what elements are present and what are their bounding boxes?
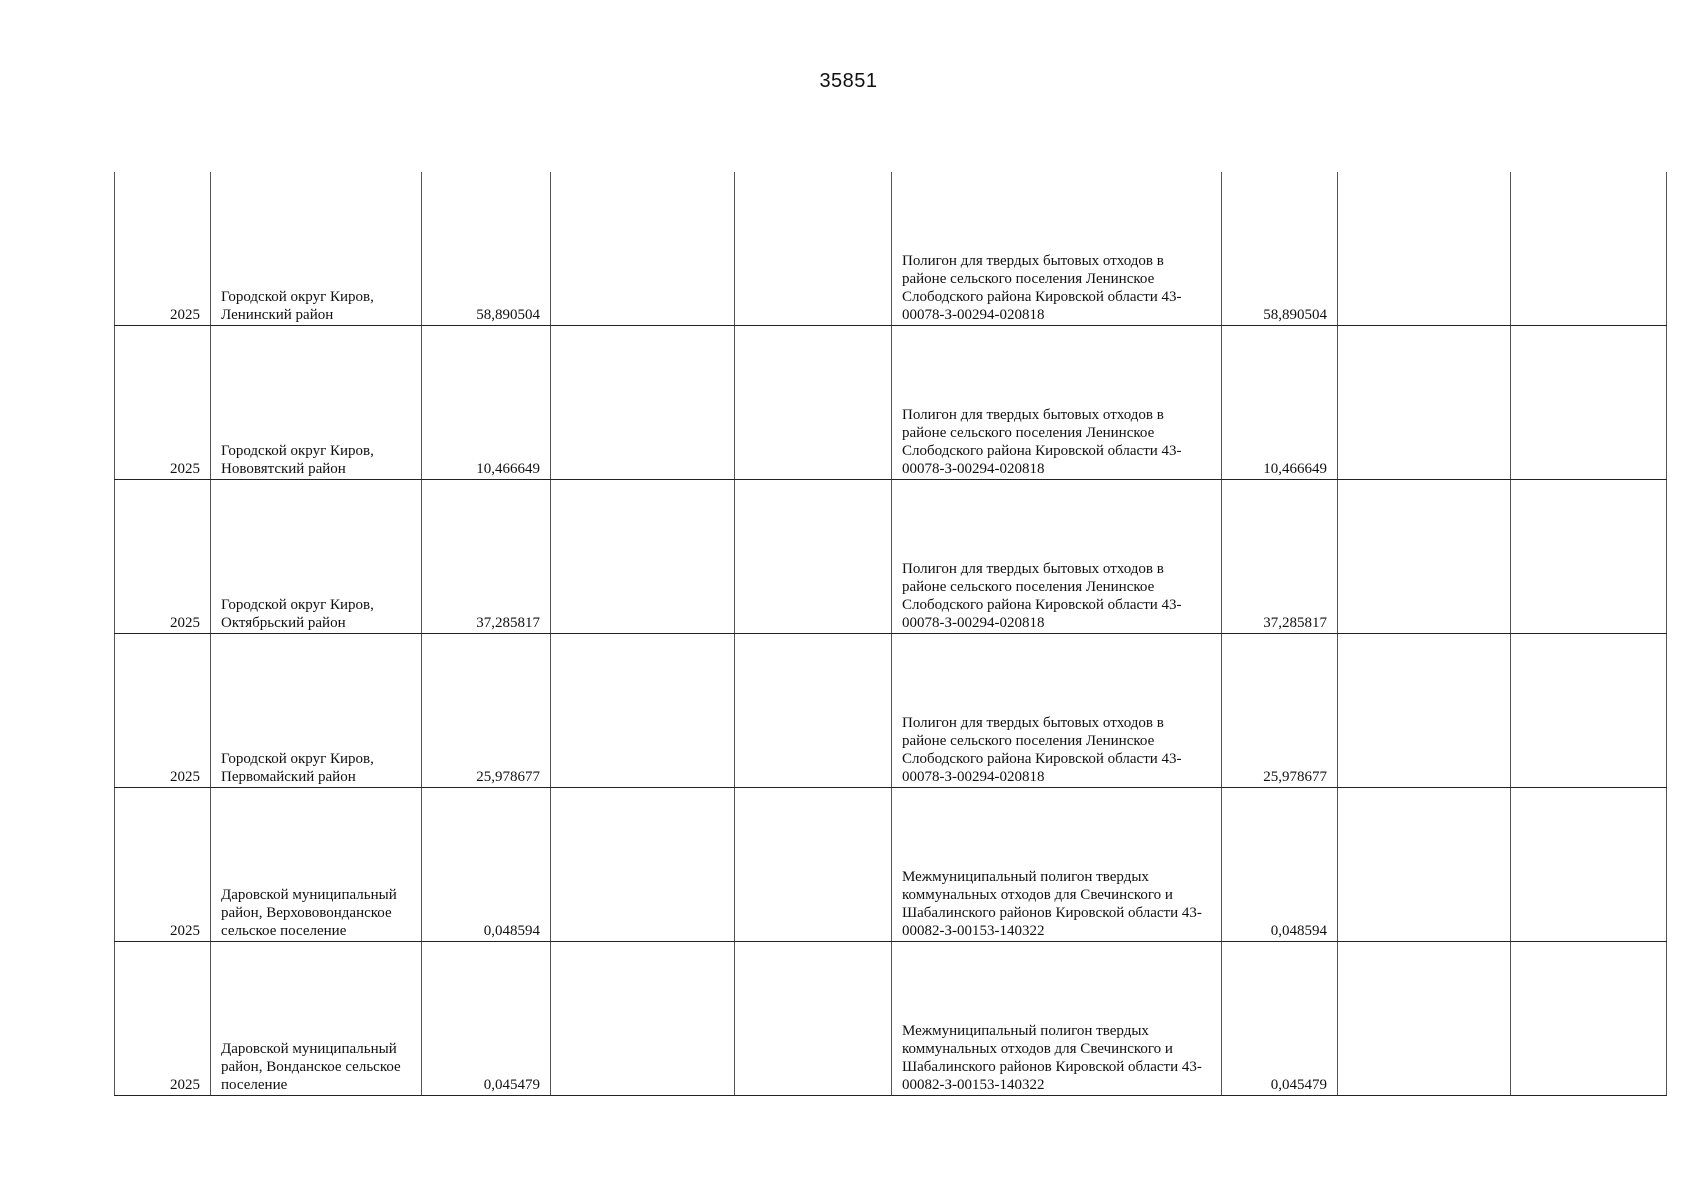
empty-cell	[735, 942, 892, 1096]
empty-cell	[1338, 942, 1511, 1096]
territory-cell: Даровской муниципальный район, Вонданское сельское поселение	[211, 942, 422, 1096]
table-row	[115, 172, 1667, 326]
territory-cell: Городской округ Киров, Октябрьский район	[211, 480, 422, 634]
year-cell: 2025	[115, 788, 211, 942]
territory-cell: Городской округ Киров, Нововятский район	[211, 326, 422, 480]
empty-cell	[1338, 634, 1511, 788]
empty-cell	[1511, 634, 1667, 788]
facility-volume-cell: 58,890504	[1222, 172, 1338, 326]
empty-cell	[1338, 480, 1511, 634]
volume-cell: 25,978677	[422, 634, 551, 788]
facility-volume-cell: 37,285817	[1222, 480, 1338, 634]
facility-cell: Полигон для твердых бытовых отходов в районе сельского поселения Ленинское Слободского района Кировской области 43-00078-З-00294-020818	[892, 172, 1222, 326]
waste-flow-table	[114, 172, 1667, 1096]
page-number: 35851	[819, 70, 878, 92]
empty-cell	[1511, 172, 1667, 326]
territory-cell: Городской округ Киров, Первомайский район	[211, 634, 422, 788]
facility-cell: Полигон для твердых бытовых отходов в районе сельского поселения Ленинское Слободского района Кировской области 43-00078-З-00294-020818	[892, 326, 1222, 480]
year-cell: 2025	[115, 172, 211, 326]
empty-cell	[735, 326, 892, 480]
facility-cell: Межмуниципальный полигон твердых коммунальных отходов для Свечинского и Шабалинского районов Кировской области 43-00082-З-00153-140322	[892, 942, 1222, 1096]
empty-cell	[551, 172, 735, 326]
empty-cell	[1511, 326, 1667, 480]
year-cell: 2025	[115, 634, 211, 788]
empty-cell	[735, 788, 892, 942]
empty-cell	[551, 788, 735, 942]
volume-cell: 0,045479	[422, 942, 551, 1096]
territory-cell: Городской округ Киров, Ленинский район	[211, 172, 422, 326]
year-cell: 2025	[115, 480, 211, 634]
volume-cell: 0,048594	[422, 788, 551, 942]
facility-volume-cell: 10,466649	[1222, 326, 1338, 480]
year-cell: 2025	[115, 326, 211, 480]
empty-cell	[735, 480, 892, 634]
empty-cell	[1338, 326, 1511, 480]
empty-cell	[551, 942, 735, 1096]
empty-cell	[1511, 480, 1667, 634]
table-row	[115, 942, 1667, 1096]
table-row	[115, 788, 1667, 942]
facility-cell: Полигон для твердых бытовых отходов в районе сельского поселения Ленинское Слободского района Кировской области 43-00078-З-00294-020818	[892, 634, 1222, 788]
facility-volume-cell: 25,978677	[1222, 634, 1338, 788]
year-cell: 2025	[115, 942, 211, 1096]
facility-cell: Межмуниципальный полигон твердых коммунальных отходов для Свечинского и Шабалинского районов Кировской области 43-00082-З-00153-140322	[892, 788, 1222, 942]
empty-cell	[735, 172, 892, 326]
volume-cell: 58,890504	[422, 172, 551, 326]
empty-cell	[551, 480, 735, 634]
volume-cell: 37,285817	[422, 480, 551, 634]
table-row	[115, 480, 1667, 634]
empty-cell	[1338, 788, 1511, 942]
empty-cell	[551, 634, 735, 788]
facility-volume-cell: 0,048594	[1222, 788, 1338, 942]
facility-cell: Полигон для твердых бытовых отходов в районе сельского поселения Ленинское Слободского района Кировской области 43-00078-З-00294-020818	[892, 480, 1222, 634]
territory-cell: Даровской муниципальный район, Верхововонданское сельское поселение	[211, 788, 422, 942]
empty-cell	[551, 326, 735, 480]
table-row	[115, 326, 1667, 480]
empty-cell	[1511, 788, 1667, 942]
facility-volume-cell: 0,045479	[1222, 942, 1338, 1096]
table-row	[115, 634, 1667, 788]
volume-cell: 10,466649	[422, 326, 551, 480]
empty-cell	[735, 634, 892, 788]
empty-cell	[1338, 172, 1511, 326]
empty-cell	[1511, 942, 1667, 1096]
